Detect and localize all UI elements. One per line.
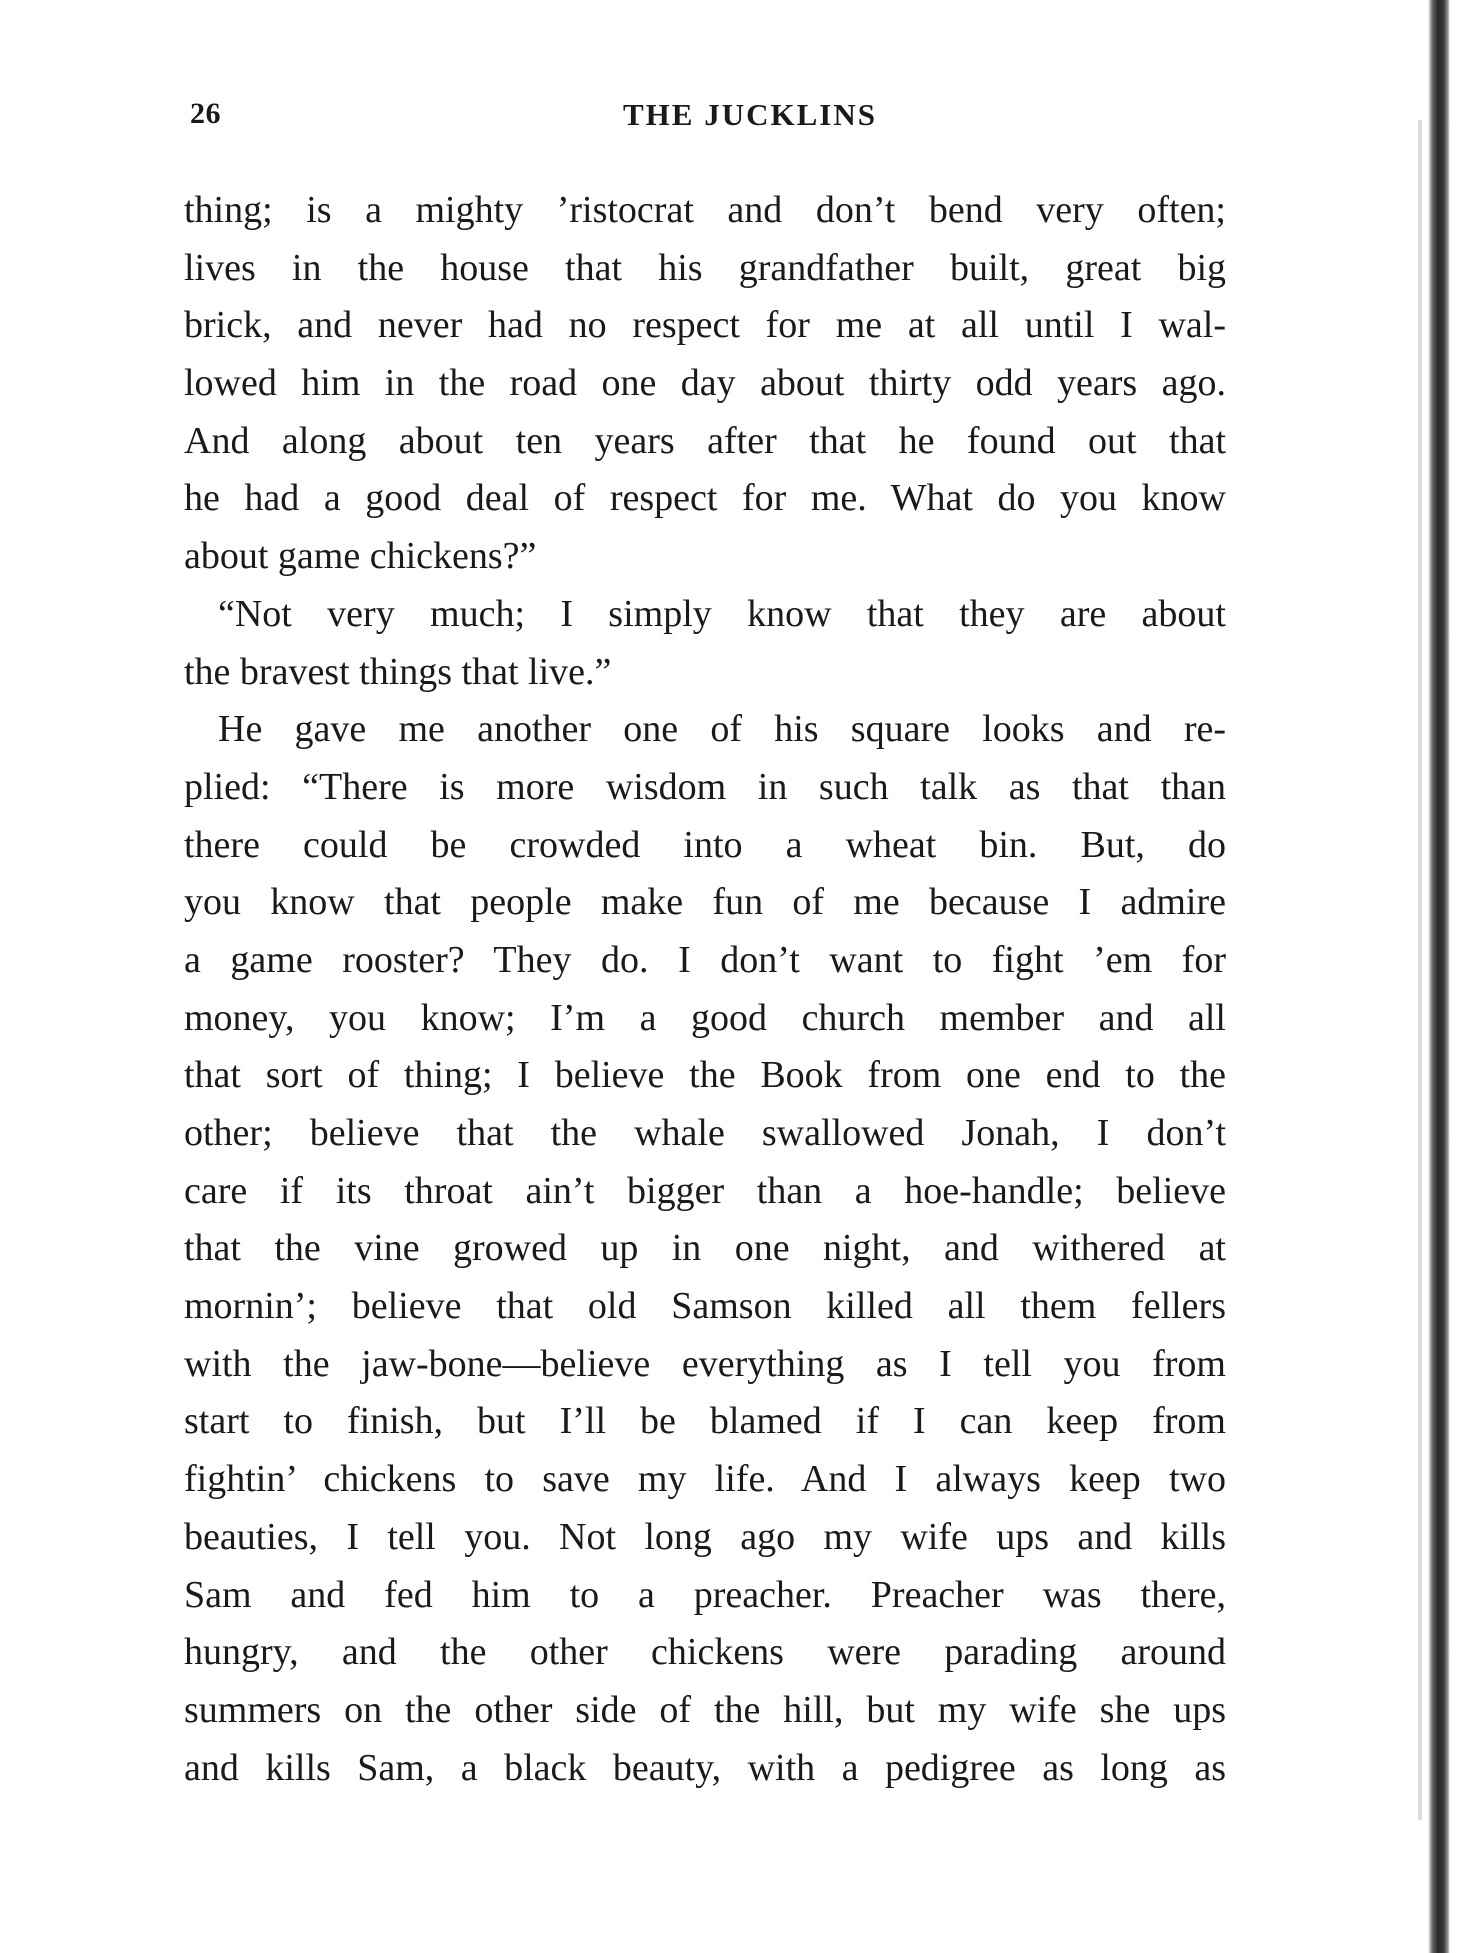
text-line: mornin’; believe that old Samson killed all them fellers [184,1285,1226,1328]
text-line: care if its throat ain’t bigger than a hoe-handle; believe [184,1169,1226,1212]
text-line: thing; is a mighty ’ristocrat and don’t bend very often; [184,189,1226,231]
text-line: with the jaw-bone—believe everything as I tell you from [184,1342,1226,1385]
running-title: THE JUCKLINS [623,97,877,132]
text-line: other; believe that the whale swallowed Jonah, I don’t [184,1112,1226,1154]
text-line: lives in the house that his grandfather built, great big [184,246,1226,289]
text-line: he had a good deal of respect for me. What do you know [184,477,1226,520]
text-line: plied: “There is more wisdom in such talk as that than [184,765,1226,808]
text-line: fightin’ chickens to save my life. And I always keep two [184,1458,1226,1501]
text-line: that the vine growed up in one night, and withered at [184,1227,1226,1270]
text-line: money, you know; I’m a good church member and all [184,996,1226,1039]
text-line: lowed him in the road one day about thirty odd years ago. [184,362,1226,405]
text-line: a game rooster? They do. I don’t want to fight ’em for [184,938,1226,981]
text-line: that sort of thing; I believe the Book from one end to the [184,1054,1226,1097]
text-line: Sam and fed him to a preacher. Preacher was there, [184,1573,1226,1616]
text-line: and kills Sam, a black beauty, with a pedigree as long as [184,1746,1226,1789]
text-line: beauties, I tell you. Not long ago my wife ups and kills [184,1515,1226,1558]
body-text [184,182,1226,1797]
text-line: “Not very much; I simply know that they are about [218,592,1226,635]
text-line: brick, and never had no respect for me at all until I wal- [184,304,1226,347]
text-line: summers on the other side of the hill, but my wife she ups [184,1688,1226,1731]
text-line: And along about ten years after that he found out that [184,419,1226,462]
text-line: He gave me another one of his square looks and re- [218,708,1226,751]
text-line: hungry, and the other chickens were parading around [184,1631,1226,1674]
book-binding-edge [1428,0,1450,1953]
scan-shadow [1418,120,1422,1820]
text-line: start to finish, but I’ll be blamed if I can keep from [184,1400,1226,1443]
text-line: there could be crowded into a wheat bin. But, do [184,823,1226,866]
text-line: about game chickens?” [184,535,537,578]
page-number: 26 [190,97,221,130]
text-line: the bravest things that live.” [184,650,612,693]
text-line: you know that people make fun of me because I admire [184,881,1226,924]
